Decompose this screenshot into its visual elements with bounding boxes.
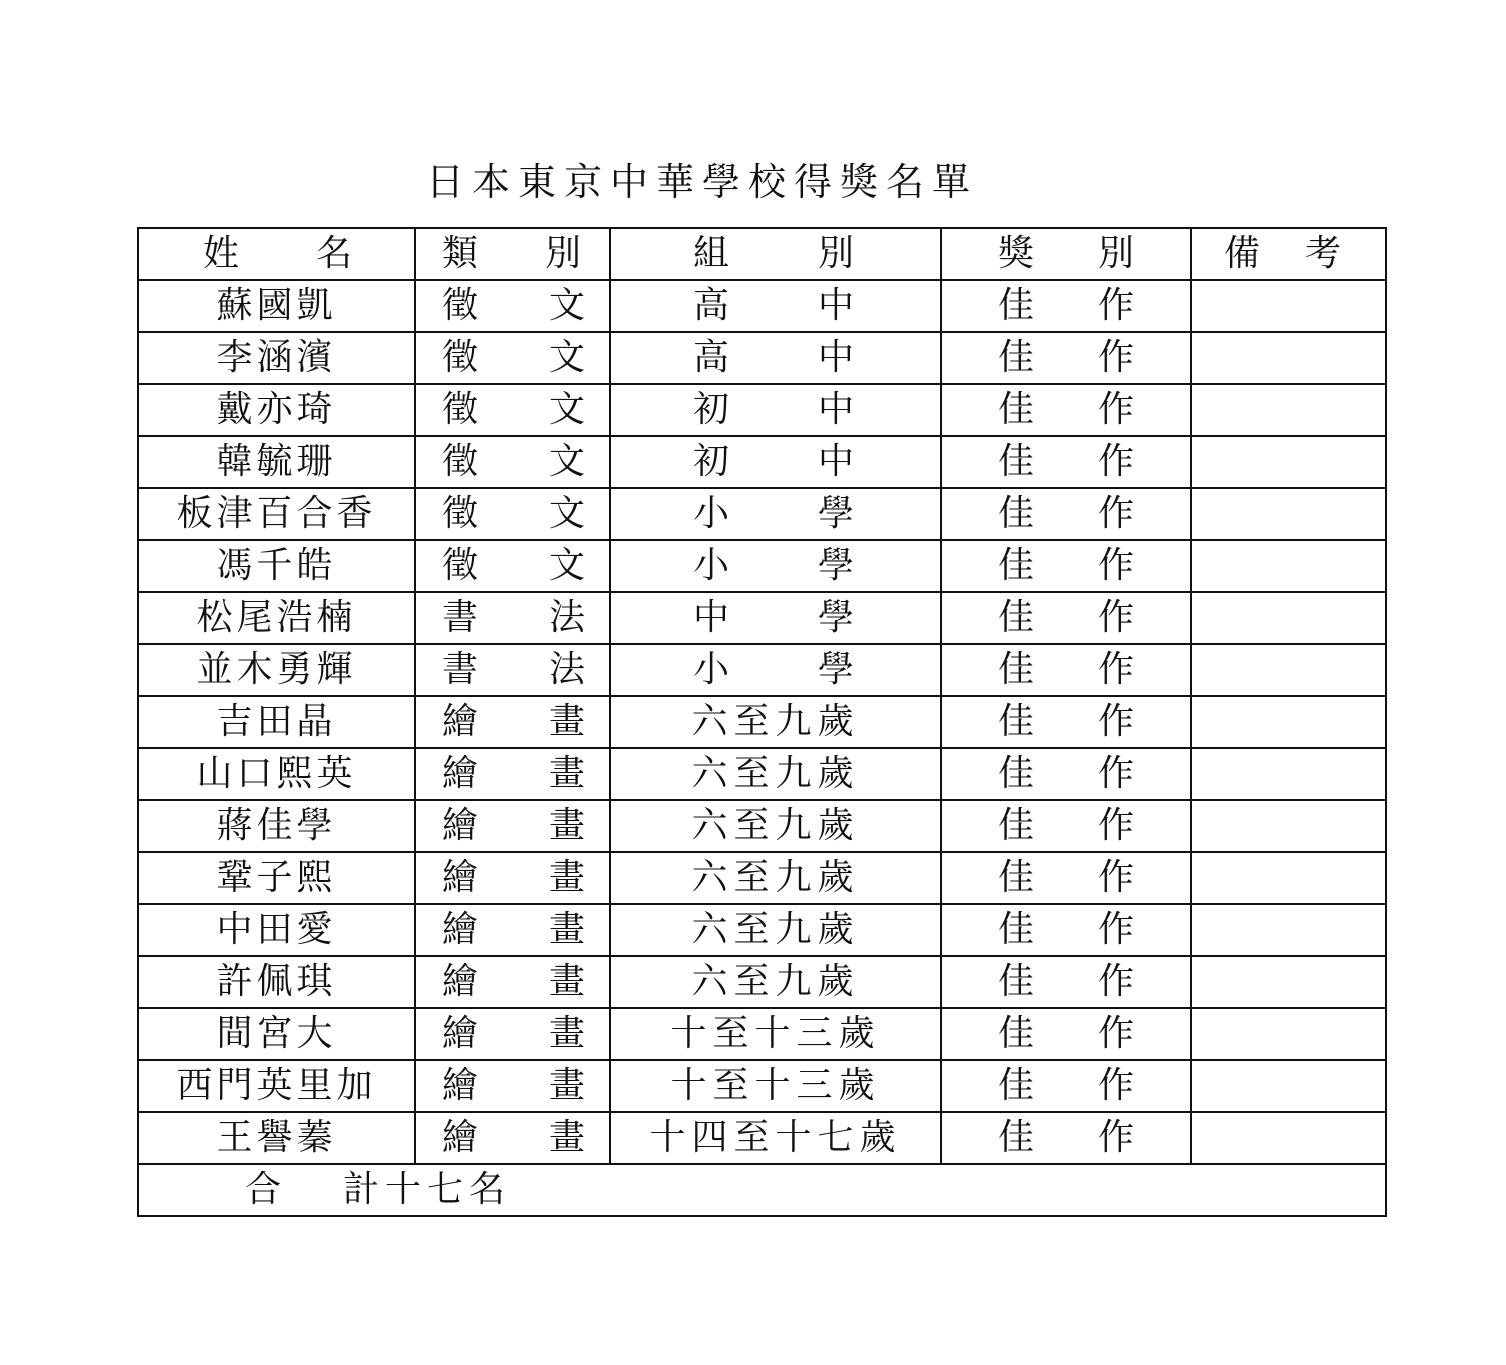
name-cell: 蔣佳學: [138, 800, 415, 852]
award-char: 作: [1097, 701, 1134, 742]
award-char: 佳: [998, 545, 1035, 586]
category-char: 畫: [548, 753, 585, 794]
group-cell: [610, 332, 941, 384]
category-char: 繪: [442, 753, 479, 794]
table-row: [138, 748, 1386, 800]
category-char: 繪: [442, 909, 479, 950]
header-name-char-2: 名: [315, 233, 352, 274]
group-char: 中: [817, 389, 854, 430]
category-cell: [415, 904, 610, 956]
name-cell: 戴亦琦: [138, 384, 415, 436]
category-cell: [415, 592, 610, 644]
category-cell: [415, 1008, 610, 1060]
group-cell: [610, 1060, 941, 1112]
group-text: 十四至十七歲: [649, 1117, 902, 1158]
award-cell: [941, 540, 1191, 592]
header-award-char-1: 獎: [998, 233, 1035, 274]
name-cell: 韓毓珊: [138, 436, 415, 488]
category-char: 畫: [548, 1065, 585, 1106]
name-cell: 松尾浩楠: [138, 592, 415, 644]
award-cell: [941, 488, 1191, 540]
group-char: 高: [693, 285, 730, 326]
name-cell: 馮千皓: [138, 540, 415, 592]
header-group-char-1: 組: [693, 233, 730, 274]
header-award: [941, 228, 1191, 280]
award-char: 作: [1097, 493, 1134, 534]
remarks-cell: [1191, 592, 1386, 644]
category-cell: [415, 644, 610, 696]
table-row: [138, 488, 1386, 540]
name-cell: 板津百合香: [138, 488, 415, 540]
category-char: 法: [548, 649, 585, 690]
category-char: 繪: [442, 857, 479, 898]
award-cell: [941, 800, 1191, 852]
category-char: 畫: [548, 961, 585, 1002]
remarks-cell: [1191, 280, 1386, 332]
table-row: [138, 332, 1386, 384]
group-char: 初: [693, 441, 730, 482]
name-cell: 中田愛: [138, 904, 415, 956]
award-cell: [941, 644, 1191, 696]
group-text: 六至九歲: [691, 909, 860, 950]
table-row: [138, 592, 1386, 644]
group-text: 六至九歲: [691, 753, 860, 794]
header-group-char-2: 別: [817, 233, 854, 274]
header-award-char-2: 別: [1097, 233, 1134, 274]
name-cell: 吉田晶: [138, 696, 415, 748]
total-text: 計十七名: [343, 1169, 512, 1210]
remarks-cell: [1191, 696, 1386, 748]
group-char: 小: [693, 493, 730, 534]
group-text: 六至九歲: [691, 961, 860, 1002]
award-char: 佳: [998, 909, 1035, 950]
category-cell: [415, 280, 610, 332]
table-row: [138, 1060, 1386, 1112]
category-char: 繪: [442, 1013, 479, 1054]
document-title: 日本東京中華學校得獎名單: [425, 160, 978, 204]
category-char: 畫: [548, 857, 585, 898]
award-char: 作: [1097, 337, 1134, 378]
category-cell: [415, 384, 610, 436]
group-char: 學: [817, 545, 854, 586]
award-char: 佳: [998, 285, 1035, 326]
award-cell: [941, 280, 1191, 332]
table-row: [138, 852, 1386, 904]
award-char: 佳: [998, 961, 1035, 1002]
award-cell: [941, 956, 1191, 1008]
category-char: 畫: [548, 805, 585, 846]
group-char: 學: [817, 597, 854, 638]
total-label: 合: [245, 1169, 288, 1210]
category-char: 法: [548, 597, 585, 638]
category-char: 徵: [442, 285, 479, 326]
award-char: 作: [1097, 545, 1134, 586]
award-char: 佳: [998, 805, 1035, 846]
remarks-cell: [1191, 1008, 1386, 1060]
header-remarks-char-2: 考: [1304, 233, 1341, 274]
category-cell: [415, 800, 610, 852]
group-cell: [610, 852, 941, 904]
category-char: 繪: [442, 701, 479, 742]
category-cell: [415, 956, 610, 1008]
group-char: 學: [817, 649, 854, 690]
award-cell: [941, 436, 1191, 488]
award-char: 作: [1097, 649, 1134, 690]
award-char: 作: [1097, 389, 1134, 430]
name-cell: 間宮大: [138, 1008, 415, 1060]
award-char: 佳: [998, 1117, 1035, 1158]
group-cell: [610, 1112, 941, 1164]
name-cell: 許佩琪: [138, 956, 415, 1008]
category-char: 文: [548, 545, 585, 586]
award-cell: [941, 384, 1191, 436]
group-cell: [610, 592, 941, 644]
group-char: 高: [693, 337, 730, 378]
category-char: 徵: [442, 441, 479, 482]
category-char: 書: [442, 649, 479, 690]
header-category-char-2: 別: [544, 233, 581, 274]
award-char: 作: [1097, 805, 1134, 846]
table-row: [138, 904, 1386, 956]
remarks-cell: [1191, 1060, 1386, 1112]
group-char: 初: [693, 389, 730, 430]
group-text: 十至十三歲: [670, 1065, 881, 1106]
category-cell: [415, 1112, 610, 1164]
remarks-cell: [1191, 956, 1386, 1008]
remarks-cell: [1191, 800, 1386, 852]
name-cell: 蘇國凱: [138, 280, 415, 332]
award-char: 佳: [998, 753, 1035, 794]
category-char: 徵: [442, 493, 479, 534]
remarks-cell: [1191, 384, 1386, 436]
category-char: 畫: [548, 1117, 585, 1158]
category-char: 繪: [442, 1117, 479, 1158]
award-cell: [941, 1112, 1191, 1164]
remarks-cell: [1191, 332, 1386, 384]
award-char: 作: [1097, 753, 1134, 794]
category-char: 畫: [548, 1013, 585, 1054]
header-category: [415, 228, 610, 280]
header-name: [138, 228, 415, 280]
group-text: 六至九歲: [691, 701, 860, 742]
group-char: 中: [817, 441, 854, 482]
total-row: [138, 1164, 1386, 1216]
category-char: 文: [548, 285, 585, 326]
name-cell: 並木勇輝: [138, 644, 415, 696]
category-char: 繪: [442, 1065, 479, 1106]
name-cell: 山口熙英: [138, 748, 415, 800]
group-char: 中: [817, 285, 854, 326]
category-cell: [415, 696, 610, 748]
header-group: [610, 228, 941, 280]
header-remarks-char-1: 備: [1224, 233, 1261, 274]
award-char: 佳: [998, 441, 1035, 482]
remarks-cell: [1191, 904, 1386, 956]
award-char: 作: [1097, 597, 1134, 638]
award-cell: [941, 696, 1191, 748]
table-row: [138, 280, 1386, 332]
remarks-cell: [1191, 644, 1386, 696]
category-char: 文: [548, 337, 585, 378]
award-char: 佳: [998, 597, 1035, 638]
award-char: 佳: [998, 701, 1035, 742]
award-char: 作: [1097, 1117, 1134, 1158]
table-row: [138, 384, 1386, 436]
total-cell: [138, 1164, 1386, 1216]
remarks-cell: [1191, 540, 1386, 592]
award-char: 作: [1097, 909, 1134, 950]
header-remarks: [1191, 228, 1386, 280]
award-char: 作: [1097, 1065, 1134, 1106]
award-cell: [941, 592, 1191, 644]
header-row: [138, 228, 1386, 280]
group-cell: [610, 748, 941, 800]
category-cell: [415, 436, 610, 488]
category-char: 徵: [442, 337, 479, 378]
group-cell: [610, 800, 941, 852]
group-char: 小: [693, 649, 730, 690]
award-char: 佳: [998, 337, 1035, 378]
group-cell: [610, 696, 941, 748]
name-cell: 王譽蓁: [138, 1112, 415, 1164]
group-text: 六至九歲: [691, 805, 860, 846]
category-char: 畫: [548, 909, 585, 950]
group-cell: [610, 280, 941, 332]
category-cell: [415, 852, 610, 904]
category-char: 書: [442, 597, 479, 638]
group-text: 六至九歲: [691, 857, 860, 898]
name-cell: 西門英里加: [138, 1060, 415, 1112]
award-char: 佳: [998, 1065, 1035, 1106]
table-row: [138, 1008, 1386, 1060]
table-row: [138, 436, 1386, 488]
header-name-char-1: 姓: [203, 233, 240, 274]
group-cell: [610, 540, 941, 592]
award-char: 作: [1097, 285, 1134, 326]
award-char: 佳: [998, 493, 1035, 534]
group-char: 小: [693, 545, 730, 586]
table-row: [138, 696, 1386, 748]
group-cell: [610, 436, 941, 488]
award-char: 佳: [998, 1013, 1035, 1054]
award-cell: [941, 748, 1191, 800]
remarks-cell: [1191, 748, 1386, 800]
category-char: 徵: [442, 545, 479, 586]
group-text: 十至十三歲: [670, 1013, 881, 1054]
award-cell: [941, 332, 1191, 384]
table-row: [138, 1112, 1386, 1164]
category-char: 徵: [442, 389, 479, 430]
remarks-cell: [1191, 1112, 1386, 1164]
award-char: 佳: [998, 857, 1035, 898]
group-cell: [610, 384, 941, 436]
award-char: 佳: [998, 389, 1035, 430]
table-body: [138, 280, 1386, 1164]
table-row: [138, 956, 1386, 1008]
award-char: 佳: [998, 649, 1035, 690]
name-cell: 鞏子熙: [138, 852, 415, 904]
category-char: 畫: [548, 701, 585, 742]
group-char: 中: [693, 597, 730, 638]
category-cell: [415, 540, 610, 592]
category-cell: [415, 488, 610, 540]
group-cell: [610, 1008, 941, 1060]
remarks-cell: [1191, 488, 1386, 540]
category-char: 文: [548, 493, 585, 534]
table-row: [138, 540, 1386, 592]
category-char: 文: [548, 389, 585, 430]
group-cell: [610, 956, 941, 1008]
category-char: 繪: [442, 961, 479, 1002]
award-char: 作: [1097, 857, 1134, 898]
category-cell: [415, 332, 610, 384]
remarks-cell: [1191, 436, 1386, 488]
table-row: [138, 800, 1386, 852]
award-char: 作: [1097, 961, 1134, 1002]
category-cell: [415, 1060, 610, 1112]
group-cell: [610, 904, 941, 956]
remarks-cell: [1191, 852, 1386, 904]
group-char: 中: [817, 337, 854, 378]
award-cell: [941, 904, 1191, 956]
award-cell: [941, 852, 1191, 904]
category-char: 繪: [442, 805, 479, 846]
category-cell: [415, 748, 610, 800]
award-cell: [941, 1060, 1191, 1112]
award-char: 作: [1097, 441, 1134, 482]
award-table: [137, 227, 1387, 1217]
group-char: 學: [817, 493, 854, 534]
group-cell: [610, 488, 941, 540]
award-cell: [941, 1008, 1191, 1060]
award-char: 作: [1097, 1013, 1134, 1054]
group-cell: [610, 644, 941, 696]
header-category-char-1: 類: [442, 233, 479, 274]
table-row: [138, 644, 1386, 696]
category-char: 文: [548, 441, 585, 482]
name-cell: 李涵濱: [138, 332, 415, 384]
